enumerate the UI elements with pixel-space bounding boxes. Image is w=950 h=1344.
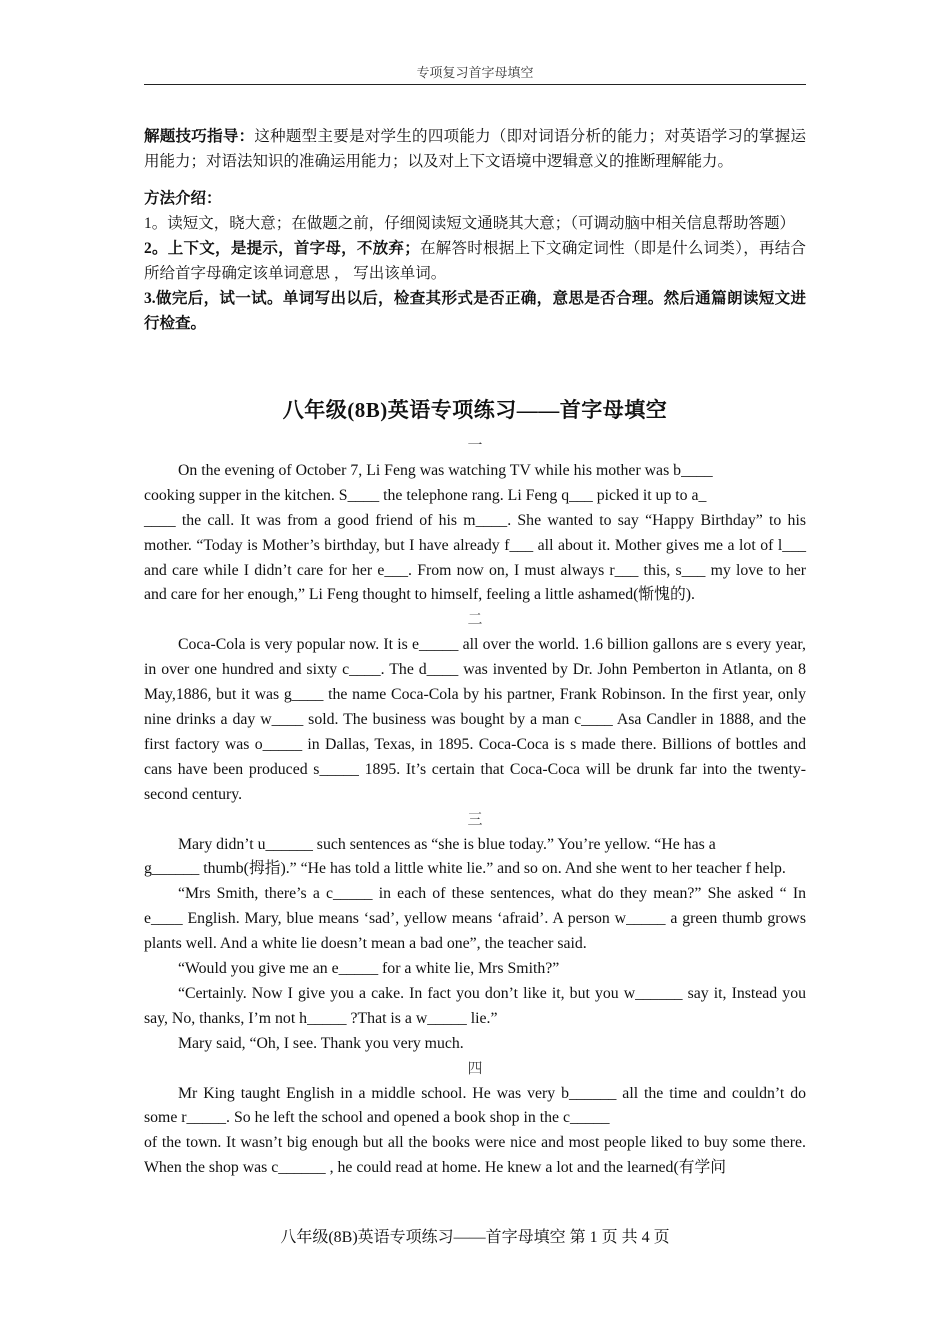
method-2-label: 2。上下文，是提示，首字母，不放弃； bbox=[144, 240, 420, 257]
guide-text: 这种题型主要是对学生的四项能力（即对词语分析的能力；对英语学习的掌握运用能力；对语法知识的准确运用能力；以及对上下文语境中逻辑意义的推断理解能力。 bbox=[144, 128, 806, 170]
guide-paragraph bbox=[144, 124, 806, 174]
exercise-body bbox=[144, 434, 806, 1181]
s3-paragraph-2: “Would you give me an e_____ for a white lie, Mrs Smith?” bbox=[178, 960, 560, 978]
s3-line-2: g______ thumb(拇指).” “He has told a little white lie.” and so on. And she went to her teacher f help. bbox=[144, 860, 786, 878]
method-label: 方法介绍： bbox=[144, 190, 222, 207]
method-2 bbox=[144, 236, 806, 286]
s3-paragraph-1: “Mrs Smith, there’s a c_____ in each of these sentences, what do they mean?” She asked “ In e____ English. Mary, blue means ‘sad’, yellow means ‘afraid’. A person w_____ a green thumb grows plants well. And a white lie doesn’t mean a bad one”, the teacher said. bbox=[144, 885, 806, 953]
s4-paragraph-2: of the town. It wasn’t big enough but all the books were nice and most people liked to buy some there. When the shop was c______ , he could read at home. He knew a lot and the learned(有学问 bbox=[144, 1134, 806, 1177]
s3-paragraph-3: “Certainly. Now I give you a cake. In fact you don’t like it, but you w______ say it, Instead you say, No, thanks, I’m not h_____ ?That is a w_____ lie.” bbox=[144, 984, 806, 1027]
tips-section bbox=[144, 124, 806, 336]
section-number-1: 一 bbox=[467, 438, 483, 454]
page-header: 专项复习首字母填空 bbox=[144, 64, 806, 85]
section-number-4: 四 bbox=[467, 1060, 483, 1077]
exercise-title: 八年级(8B)英语专项练习——首字母填空 bbox=[282, 398, 668, 422]
s1-line-1: On the evening of October 7, Li Feng was watching TV while his mother was b____ bbox=[178, 461, 713, 479]
method-1: 1。读短文，晓大意；在做题之前，仔细阅读短文通晓其大意；（可调动脑中相关信息帮助答题） bbox=[144, 215, 796, 232]
guide-label: 解题技巧指导： bbox=[144, 128, 255, 145]
section-number-2: 二 bbox=[467, 612, 483, 629]
s1-line-3: ____ the call. It was from a good friend of his m____. She wanted to say “Happy Birthday” to his mother. “Today is Mother’s birthday, but I have already f___ all about it. Mother gives me a lot of l___ and care while I didn’t care for her e___. From now on, I must always r___ this, s___ my love to her and care for her enough,” Li Feng thought to himself, feeling a little ashamed(惭愧的). bbox=[144, 511, 806, 604]
s4-paragraph-1: Mr King taught English in a middle school. He was very b______ all the time and couldn’t do some r_____. So he left the school and opened a book shop in the c_____ bbox=[144, 1084, 806, 1127]
section-number-3: 三 bbox=[467, 811, 483, 828]
s3-paragraph-4: Mary said, “Oh, I see. Thank you very much. bbox=[178, 1034, 464, 1052]
method-3: 3.做完后，试一试。单词写出以后，检查其形式是否正确，意思是否合理。然后通篇朗读短文进行检查。 bbox=[144, 290, 806, 332]
method-2-text: 在解答时根据上下文确定词性（即是什么词类），再结合所给首字母确定该单词意思 ， 写出该单词。 bbox=[144, 240, 806, 282]
s3-line-1: Mary didn’t u______ such sentences as “she is blue today.” You’re yellow. “He has a bbox=[178, 835, 716, 853]
s2-paragraph: Coca-Cola is very popular now. It is e_____ all over the world. 1.6 billion gallons are s every year, in over one hundred and sixty c____. The d____ was invented by Dr. John Pemberton in Atlanta, on 8 May,1886, but it was g____ the name Coca-Cola by his partner, Frank Robinson. In the first year, only nine drinks a day w____ sold. The business was bought by a man c____ Asa Candler in 1888, and the first factory was o_____ in Dallas, Texas, in 1895. Coca-Coca is s made there. Billions of bottles and cans have been produced s_____ 1895. It’s certain that Coca-Coca will be drunk far into the twenty-second century. bbox=[144, 636, 806, 803]
s1-line-2: cooking supper in the kitchen. S____ the telephone rang. Li Feng q___ picked it up to a_ bbox=[144, 486, 707, 504]
page-footer: 八年级(8B)英语专项练习——首字母填空 第 1 页 共 4 页 bbox=[280, 1229, 670, 1246]
